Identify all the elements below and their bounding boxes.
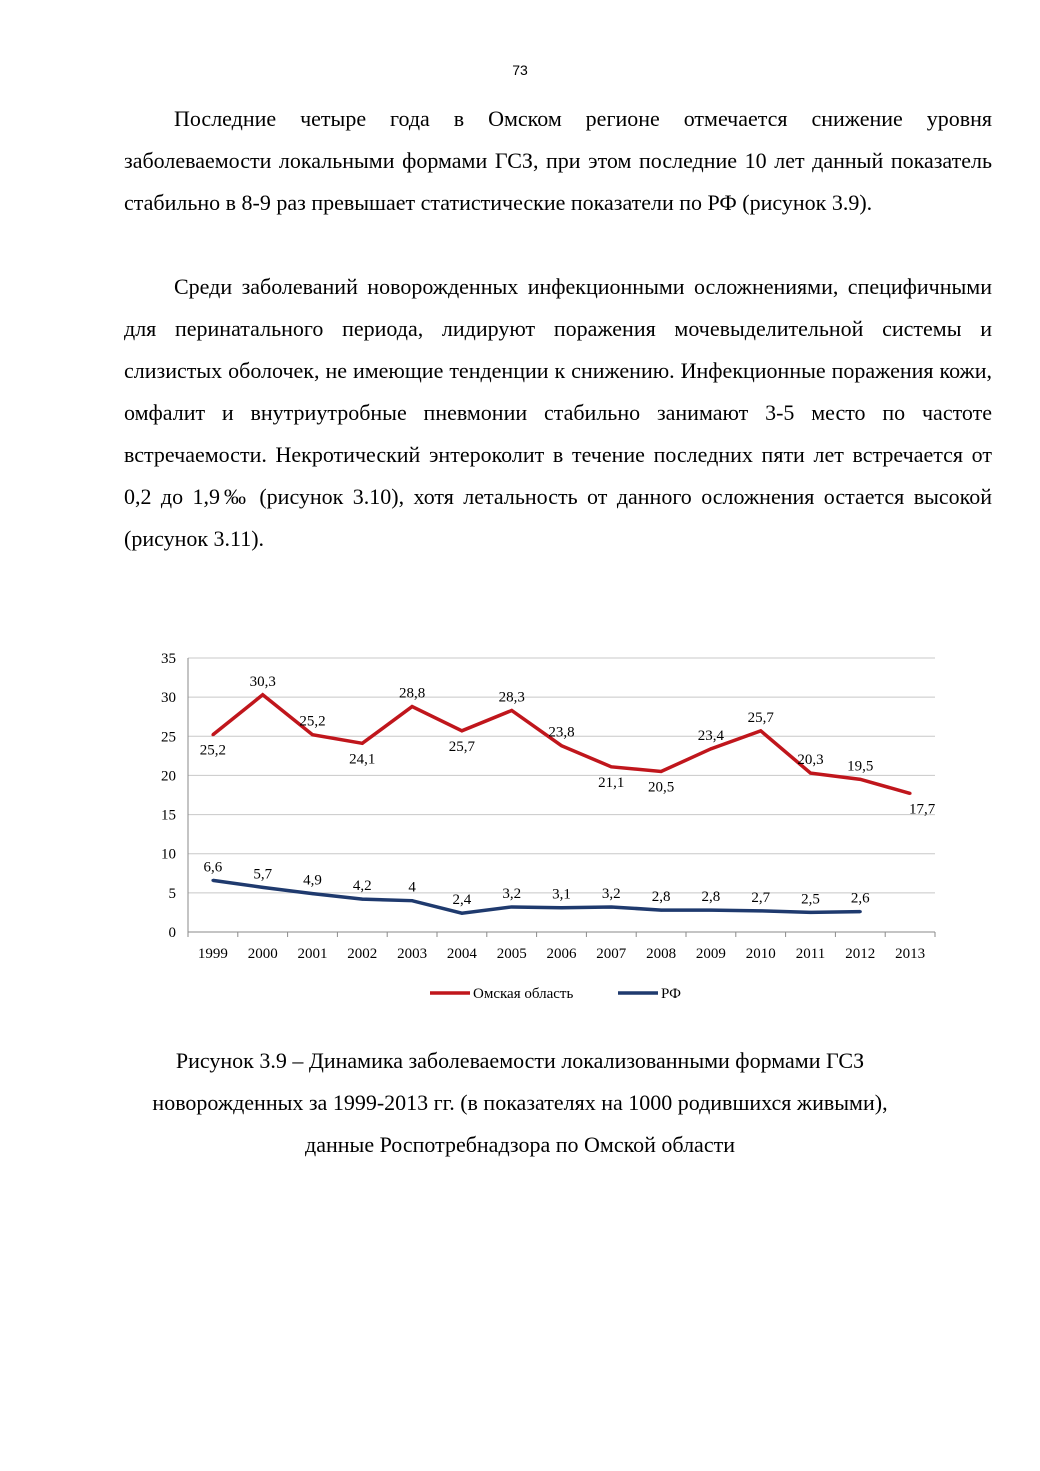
- data-label: 3,2: [502, 885, 522, 902]
- data-label: 3,2: [601, 885, 621, 902]
- x-tick-label: 2005: [496, 946, 527, 962]
- data-point: [859, 910, 862, 913]
- page-number: 73: [512, 62, 528, 78]
- x-tick-label: 2007: [596, 946, 627, 962]
- caption-line-3: данные Роспотребнадзора по Омской области: [305, 1132, 735, 1157]
- data-label: 4,2: [352, 878, 372, 895]
- data-point: [560, 906, 563, 909]
- data-label: 20,5: [647, 779, 675, 796]
- x-tick-label: 2003: [397, 946, 428, 962]
- data-label: 2,4: [452, 892, 472, 909]
- data-point: [759, 909, 762, 912]
- data-point: [660, 909, 663, 912]
- data-point: [411, 899, 414, 902]
- y-tick-label: 5: [168, 885, 176, 902]
- data-point: [660, 770, 663, 773]
- y-tick-label: 25: [161, 729, 176, 746]
- data-label: 19,5: [847, 758, 874, 775]
- x-tick-label: 2010: [745, 946, 776, 962]
- y-tick-label: 35: [161, 651, 176, 667]
- data-point: [460, 912, 463, 915]
- x-tick-label: 2011: [795, 946, 826, 962]
- y-tick-label: 0: [168, 925, 176, 941]
- data-point: [261, 693, 264, 696]
- chart-container: [130, 640, 950, 1020]
- data-label: 25,2: [199, 742, 227, 759]
- y-tick-label: 10: [161, 846, 176, 863]
- x-tick-label: 2002: [347, 946, 378, 962]
- data-label: 2,8: [701, 889, 721, 906]
- x-tick-label: 2009: [695, 946, 726, 962]
- data-point: [510, 709, 513, 712]
- data-point: [859, 778, 862, 781]
- data-label: 2,7: [751, 889, 771, 906]
- data-point: [361, 898, 364, 901]
- data-point: [311, 892, 314, 895]
- paragraph-1: Последние четыре года в Омском регионе отмечается снижение уровня заболеваемости локальными формами ГСЗ, при этом последние 10 лет данный показатель стабильно в 8-9 раз превышает статистические показатели по РФ (рисунок 3.9).: [124, 106, 992, 215]
- y-tick-label: 15: [161, 807, 176, 824]
- data-label: 2,6: [850, 890, 870, 907]
- data-label: 28,3: [498, 689, 525, 706]
- data-point: [311, 733, 314, 736]
- line-chart: [130, 640, 950, 1020]
- data-label: 20,3: [797, 752, 824, 769]
- data-point: [709, 747, 712, 750]
- caption-line-2: новорожденных за 1999-2013 гг. (в показателях на 1000 родившихся живыми),: [152, 1090, 888, 1115]
- data-point: [510, 905, 513, 908]
- data-point: [809, 911, 812, 914]
- x-tick-label: 2001: [297, 946, 328, 962]
- data-point: [759, 729, 762, 732]
- x-tick-label: 2008: [646, 946, 677, 962]
- x-tick-label: 2006: [546, 946, 577, 962]
- data-label: 25,7: [747, 709, 774, 726]
- data-point: [411, 705, 414, 708]
- data-point: [809, 772, 812, 775]
- legend-label-rf: РФ: [661, 986, 681, 1002]
- data-label: 2,5: [801, 891, 820, 908]
- data-point: [460, 729, 463, 732]
- data-label: 28,8: [398, 685, 426, 702]
- data-label: 5,7: [253, 866, 273, 883]
- y-tick-label: 20: [161, 768, 176, 785]
- data-point: [709, 909, 712, 912]
- data-label: 4,9: [303, 872, 322, 889]
- data-point: [211, 879, 214, 882]
- data-label: 25,7: [448, 738, 476, 755]
- data-point: [361, 742, 364, 745]
- data-label: 3,1: [552, 886, 571, 903]
- data-label: 2,8: [651, 889, 671, 906]
- data-point: [909, 792, 912, 795]
- paragraph-2: Среди заболеваний новорожденных инфекционными осложнениями, специфичными для перинатального периода, лидируют поражения мочевыделительной системы и слизистых оболочек, не имеющие тенденции к снижению. Инфекционные поражения кожи, омфалит и внутриутробные пневмонии стабильно занимают 3-5 место по частоте встречаемости. Некротический энтероколит в течение последних пяти лет встречается от 0,2 до 1,9‰ (рисунок 3.10), хотя летальность от данного осложнения остается высокой (рисунок 3.11).: [124, 274, 992, 551]
- data-label: 24,1: [349, 751, 376, 768]
- x-tick-label: 1999: [197, 946, 228, 962]
- data-point: [610, 905, 613, 908]
- x-tick-label: 2012: [845, 946, 876, 962]
- data-label: 17,7: [908, 801, 936, 818]
- legend-label-omsk: Омская область: [473, 986, 574, 1002]
- data-label: 23,8: [548, 724, 575, 741]
- data-point: [610, 765, 613, 768]
- data-label: 30,3: [249, 673, 276, 690]
- data-label: 21,1: [598, 774, 625, 791]
- data-point: [560, 744, 563, 747]
- caption-line-1: Рисунок 3.9 – Динамика заболеваемости локализованными формами ГСЗ: [175, 1048, 865, 1073]
- data-label: 4: [408, 879, 416, 896]
- x-tick-label: 2004: [446, 946, 477, 962]
- x-tick-label: 2000: [247, 946, 278, 962]
- x-tick-label: 2013: [895, 946, 926, 962]
- data-point: [211, 733, 214, 736]
- data-label: 6,6: [203, 859, 223, 876]
- y-tick-label: 30: [161, 690, 176, 707]
- figure-caption: [100, 1040, 940, 1166]
- data-label: 25,2: [299, 713, 326, 730]
- data-label: 23,4: [697, 727, 725, 744]
- data-point: [261, 886, 264, 889]
- series-line-omsk: [213, 695, 910, 794]
